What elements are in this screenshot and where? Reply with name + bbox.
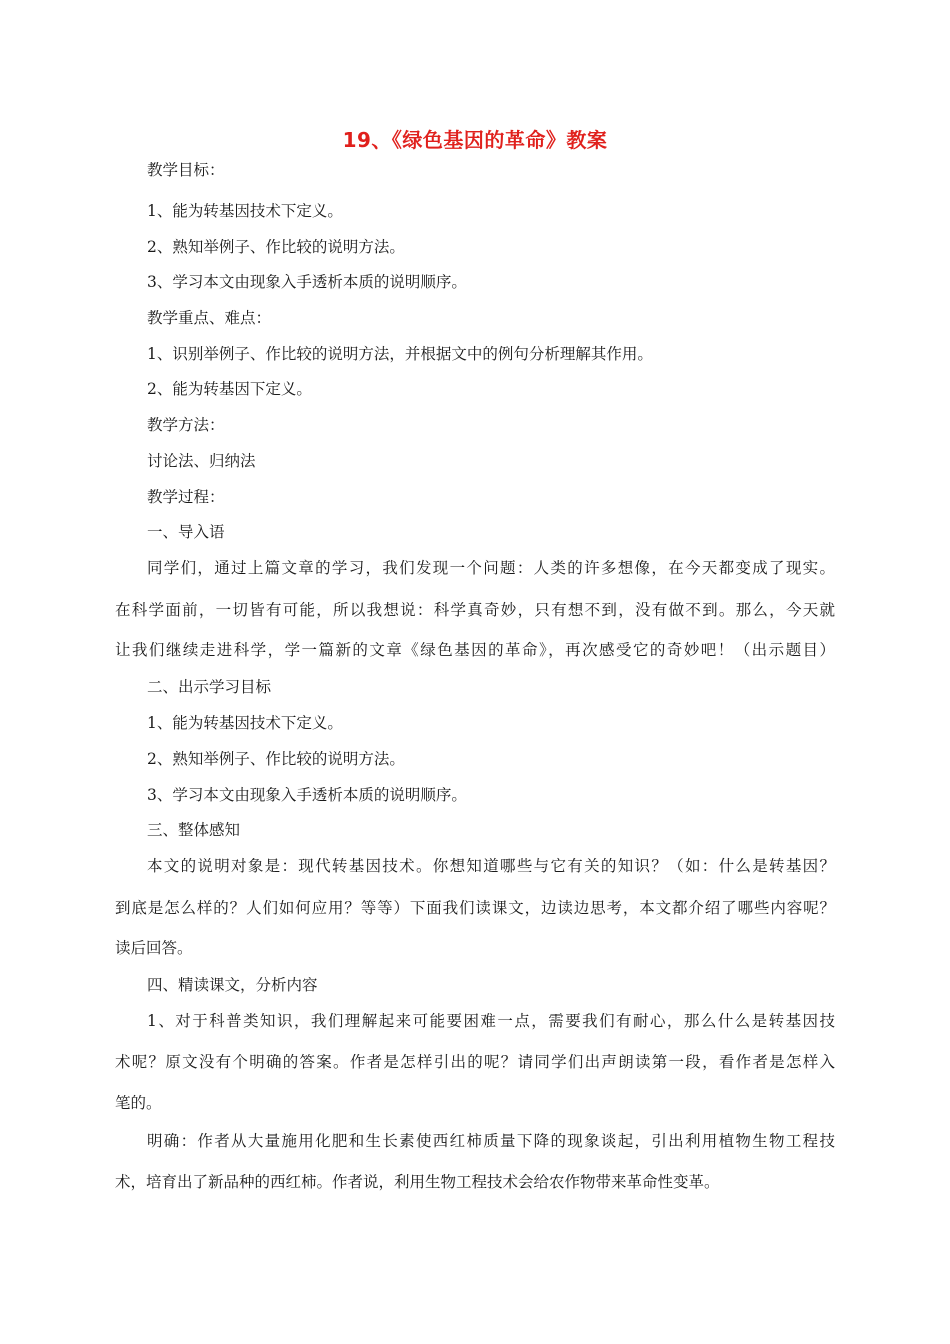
section-heading: 四、精读课文，分析内容 xyxy=(147,976,318,994)
paragraph-line: 1、对于科普类知识，我们理解起来可能要困难一点，需要我们有耐心，那么什么是转基因技 xyxy=(147,1012,835,1030)
heading-teaching-goals: 教学目标： xyxy=(147,161,225,179)
paragraph-line: 同学们，通过上篇文章的学习，我们发现一个问题：人类的许多想像，在今天都变成了现实。 xyxy=(147,559,835,577)
document-title: 19、《绿色基因的革命》教案 xyxy=(342,128,608,152)
methods-text: 讨论法、归纳法 xyxy=(147,452,256,470)
paragraph-line: 笔的。 xyxy=(115,1094,162,1112)
goal-item: 1、能为转基因技术下定义。 xyxy=(147,714,343,732)
paragraph-line: 到底是怎么样的？人们如何应用？等等）下面我们读课文，边读边思考，本文都介绍了哪些内容呢？ xyxy=(115,899,835,917)
section-heading: 二、出示学习目标 xyxy=(147,678,272,696)
goal-item: 2、熟知举例子、作比较的说明方法。 xyxy=(147,750,405,768)
section-heading: 三、整体感知 xyxy=(147,821,241,839)
paragraph-line: 术，培育出了新品种的西红柿。作者说，利用生物工程技术会给农作物带来革命性变革。 xyxy=(115,1173,720,1191)
paragraph-line: 在科学面前，一切皆有可能，所以我想说：科学真奇妙，只有想不到，没有做不到。那么，今天就 xyxy=(115,601,835,619)
heading-process: 教学过程： xyxy=(147,488,225,506)
section-heading: 一、导入语 xyxy=(147,523,225,541)
paragraph-line: 让我们继续走进科学，学一篇新的文章《绿色基因的革命》，再次感受它的奇妙吧！（出示题目） xyxy=(115,641,835,659)
heading-methods: 教学方法： xyxy=(147,416,225,434)
key-point-item: 2、能为转基因下定义。 xyxy=(147,380,312,398)
paragraph-line: 本文的说明对象是：现代转基因技术。你想知道哪些与它有关的知识？（如：什么是转基因？ xyxy=(147,857,835,875)
goal-item: 1、能为转基因技术下定义。 xyxy=(147,202,343,220)
goal-item: 3、学习本文由现象入手透析本质的说明顺序。 xyxy=(147,273,467,291)
paragraph-line: 明确：作者从大量施用化肥和生长素使西红柿质量下降的现象谈起，引出利用植物生物工程技 xyxy=(147,1132,835,1150)
key-point-item: 1、识别举例子、作比较的说明方法，并根据文中的例句分析理解其作用。 xyxy=(147,345,653,363)
goal-item: 3、学习本文由现象入手透析本质的说明顺序。 xyxy=(147,786,467,804)
heading-key-points: 教学重点、难点： xyxy=(147,309,272,327)
goal-item: 2、熟知举例子、作比较的说明方法。 xyxy=(147,238,405,256)
paragraph-line: 术呢？原文没有个明确的答案。作者是怎样引出的呢？请同学们出声朗读第一段，看作者是怎样入 xyxy=(115,1053,835,1071)
paragraph-line: 读后回答。 xyxy=(115,939,193,957)
